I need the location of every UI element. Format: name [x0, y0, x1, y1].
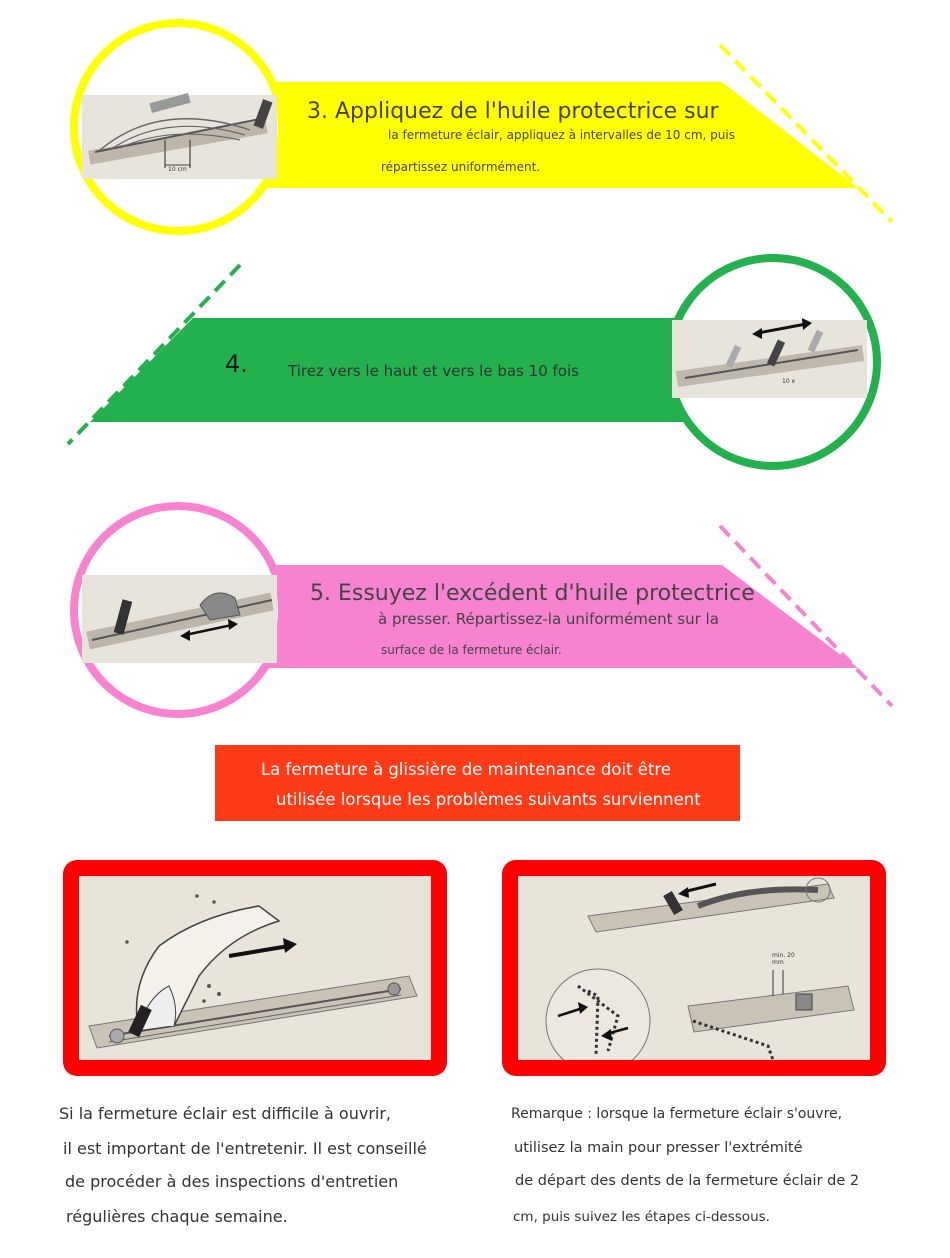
left-illustration-frame: [63, 860, 447, 1076]
step5-zipper-illustration: [82, 575, 277, 663]
left-para-line: Si la fermeture éclair est difficile à ouvrir,: [59, 1104, 391, 1123]
maintenance-notice-box: [215, 745, 740, 821]
step3-line1: la fermeture éclair, appliquez à intervalles de 10 cm, puis: [388, 128, 735, 142]
left-illustration-photo: [79, 876, 431, 1060]
step4-text: Tirez vers le haut et vers le bas 10 fois: [288, 362, 579, 380]
right-para-line: de départ des dents de la fermeture éclair de 2: [515, 1173, 860, 1189]
step5-line1: à presser. Répartissez-la uniformément sur la: [378, 610, 719, 628]
notice-line2: utilisée lorsque les problèmes suivants surviennent: [276, 790, 701, 809]
right-para-line: utilisez la main pour presser l'extrémité: [514, 1140, 803, 1156]
step5-title: 5. Essuyez l'excédent d'huile protectrice: [310, 581, 755, 606]
hand-cleaning-zipper-illustration: [79, 876, 431, 1060]
left-para-line: de procéder à des inspections d'entretien: [65, 1172, 399, 1191]
left-para-line: il est important de l'entretenir. Il est conseillé: [63, 1139, 427, 1158]
right-illustration-photo: [518, 876, 870, 1060]
right-image-label: min. 20 mm: [772, 952, 795, 966]
right-para-line: Remarque : lorsque la fermeture éclair s'ouvre,: [511, 1106, 843, 1122]
step4-image-label: 10 x: [782, 378, 796, 385]
step3-title: 3. Appliquez de l'huile protectrice sur: [307, 99, 719, 124]
zipper-end-press-illustration: [518, 876, 870, 1060]
right-illustration-frame: [502, 860, 886, 1076]
step3-image-label: 10 cm: [168, 166, 187, 173]
notice-line1: La fermeture à glissière de maintenance doit être: [261, 760, 671, 779]
step4-zipper-illustration: [672, 318, 867, 398]
step5-line2: surface de la fermeture éclair.: [381, 643, 562, 657]
left-para-line: régulières chaque semaine.: [66, 1207, 288, 1226]
step3-line2: répartissez uniformément.: [381, 160, 541, 174]
right-para-line: cm, puis suivez les étapes ci-dessous.: [513, 1209, 770, 1225]
step4-number: 4.: [225, 350, 248, 378]
